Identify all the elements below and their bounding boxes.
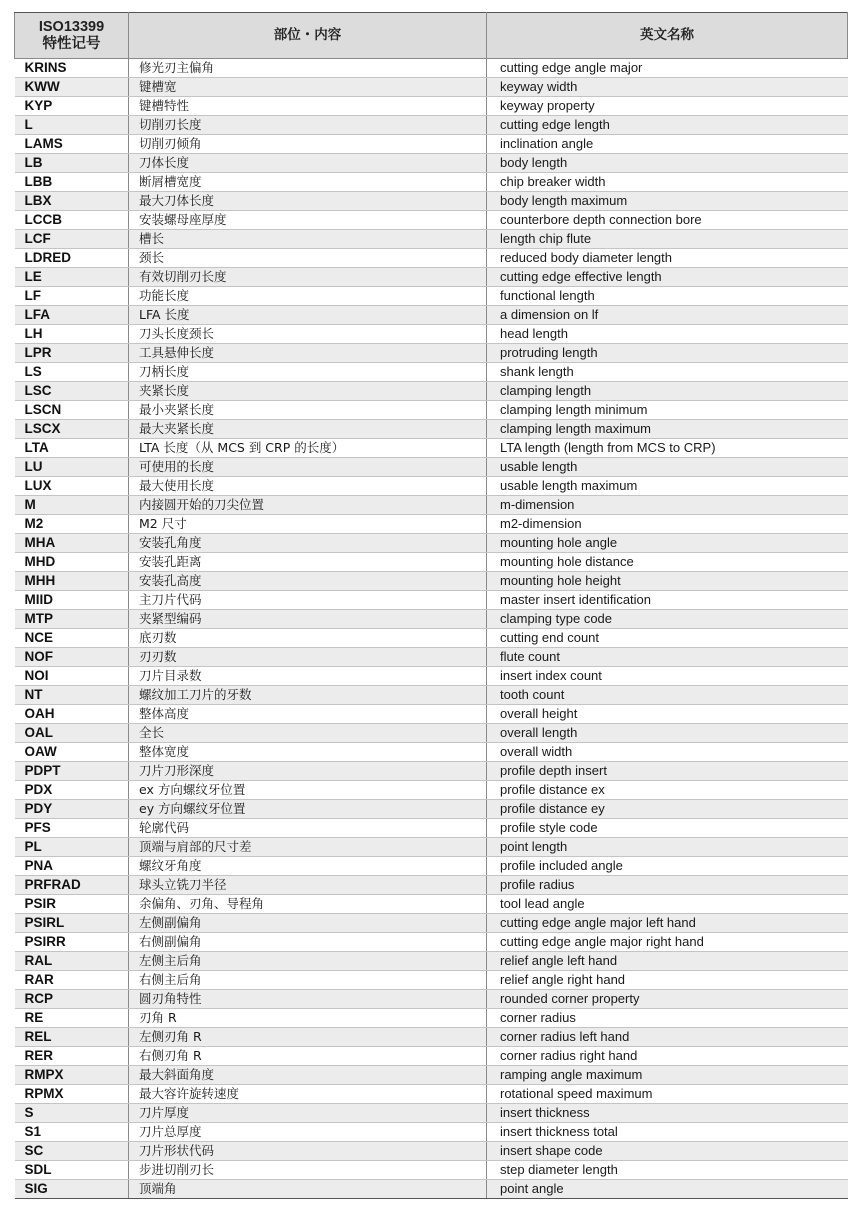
property-code-cell: LE [15,268,129,287]
english-name-cell: cutting edge angle major right hand [487,933,848,952]
property-code-cell: PSIRL [15,914,129,933]
chinese-description-cell: 可使用的长度 [129,458,487,477]
chinese-description-cell: 左侧刃角 R [129,1028,487,1047]
property-code-cell: LBB [15,173,129,192]
english-name-cell: mounting hole height [487,572,848,591]
property-code-cell: M2 [15,515,129,534]
table-row [15,1123,848,1142]
property-code-cell: LSCN [15,401,129,420]
chinese-description-cell: ex 方向螺纹牙位置 [129,781,487,800]
chinese-description-cell: 键槽特性 [129,97,487,116]
chinese-description-cell: 刀片形状代码 [129,1142,487,1161]
table-row [15,591,848,610]
english-name-cell: clamping length minimum [487,401,848,420]
property-code-cell: LUX [15,477,129,496]
property-code-cell: RMPX [15,1066,129,1085]
table-row [15,496,848,515]
property-code-cell: LF [15,287,129,306]
english-name-cell: usable length [487,458,848,477]
table-row [15,420,848,439]
property-code-cell: LB [15,154,129,173]
chinese-description-cell: 右侧主后角 [129,971,487,990]
table-row [15,572,848,591]
table-row [15,116,848,135]
table-header [15,13,848,59]
property-code-cell: SC [15,1142,129,1161]
table-row [15,553,848,572]
table-row [15,1180,848,1199]
property-code-cell: LAMS [15,135,129,154]
english-name-cell: reduced body diameter length [487,249,848,268]
table-row [15,1161,848,1180]
header-iso-code-line2: 特性记号 [42,35,101,52]
header-part-content: 部位・内容 [129,13,487,59]
chinese-description-cell: 右侧副偏角 [129,933,487,952]
property-code-cell: LPR [15,344,129,363]
chinese-description-cell: 轮廓代码 [129,819,487,838]
table-row [15,629,848,648]
property-code-cell: NT [15,686,129,705]
table-row [15,686,848,705]
table-row [15,876,848,895]
chinese-description-cell: 刀柄长度 [129,363,487,382]
chinese-description-cell: 刃刃数 [129,648,487,667]
table-row [15,439,848,458]
chinese-description-cell: 左侧主后角 [129,952,487,971]
chinese-description-cell: 螺纹牙角度 [129,857,487,876]
header-english-name: 英文名称 [487,13,848,59]
property-code-cell: PSIRR [15,933,129,952]
chinese-description-cell: 安装孔角度 [129,534,487,553]
property-code-cell: PDPT [15,762,129,781]
table-row [15,610,848,629]
property-code-cell: KYP [15,97,129,116]
chinese-description-cell: 最大刀体长度 [129,192,487,211]
table-row [15,1142,848,1161]
english-name-cell: cutting end count [487,629,848,648]
english-name-cell: overall length [487,724,848,743]
property-code-cell: MHH [15,572,129,591]
english-name-cell: master insert identification [487,591,848,610]
table-row [15,705,848,724]
property-code-cell: SIG [15,1180,129,1199]
english-name-cell: profile distance ey [487,800,848,819]
table-row [15,648,848,667]
chinese-description-cell: 步进切削刃长 [129,1161,487,1180]
chinese-description-cell: 夹紧长度 [129,382,487,401]
chinese-description-cell: 余偏角、刃角、导程角 [129,895,487,914]
chinese-description-cell: 最大使用长度 [129,477,487,496]
table-row [15,667,848,686]
property-code-cell: MHA [15,534,129,553]
english-name-cell: functional length [487,287,848,306]
chinese-description-cell: 修光刃主偏角 [129,59,487,78]
chinese-description-cell: 安装螺母座厚度 [129,211,487,230]
property-code-cell: LCCB [15,211,129,230]
english-name-cell: point length [487,838,848,857]
chinese-description-cell: 有效切削刃长度 [129,268,487,287]
english-name-cell: m2-dimension [487,515,848,534]
table-row [15,154,848,173]
english-name-cell: corner radius left hand [487,1028,848,1047]
table-row [15,192,848,211]
property-code-cell: RAR [15,971,129,990]
english-name-cell: a dimension on lf [487,306,848,325]
property-code-cell: REL [15,1028,129,1047]
table-row [15,1085,848,1104]
property-code-cell: LS [15,363,129,382]
english-name-cell: keyway property [487,97,848,116]
property-code-cell: PNA [15,857,129,876]
property-code-cell: PDX [15,781,129,800]
table-row [15,1028,848,1047]
property-code-cell: OAL [15,724,129,743]
english-name-cell: corner radius right hand [487,1047,848,1066]
english-name-cell: cutting edge length [487,116,848,135]
table-row [15,287,848,306]
table-row [15,249,848,268]
property-code-cell: LH [15,325,129,344]
property-code-cell: S [15,1104,129,1123]
property-code-cell: L [15,116,129,135]
table-row [15,743,848,762]
property-code-cell: OAW [15,743,129,762]
property-code-cell: RAL [15,952,129,971]
english-name-cell: rotational speed maximum [487,1085,848,1104]
property-code-cell: KRINS [15,59,129,78]
table-row [15,534,848,553]
property-code-cell: RER [15,1047,129,1066]
english-name-cell: LTA length (length from MCS to CRP) [487,439,848,458]
table-row [15,59,848,78]
english-name-cell: mounting hole angle [487,534,848,553]
property-code-cell: NOI [15,667,129,686]
chinese-description-cell: 刀片厚度 [129,1104,487,1123]
english-name-cell: mounting hole distance [487,553,848,572]
table-header-row [15,13,848,59]
header-iso-code-line1: ISO13399 [38,18,105,35]
english-name-cell: insert thickness total [487,1123,848,1142]
chinese-description-cell: 刀片目录数 [129,667,487,686]
property-code-cell: PFS [15,819,129,838]
table-body [15,59,848,1199]
property-code-cell: PL [15,838,129,857]
table-row [15,952,848,971]
chinese-description-cell: 刀片刀形深度 [129,762,487,781]
property-code-cell: MTP [15,610,129,629]
property-code-cell: RCP [15,990,129,1009]
chinese-description-cell: 螺纹加工刀片的牙数 [129,686,487,705]
property-code-cell: LCF [15,230,129,249]
chinese-description-cell: 球头立铣刀半径 [129,876,487,895]
english-name-cell: usable length maximum [487,477,848,496]
english-name-cell: insert thickness [487,1104,848,1123]
chinese-description-cell: 最大夹紧长度 [129,420,487,439]
english-name-cell: corner radius [487,1009,848,1028]
english-name-cell: relief angle right hand [487,971,848,990]
property-code-cell: NCE [15,629,129,648]
table-row [15,230,848,249]
english-name-cell: profile radius [487,876,848,895]
property-code-cell: LFA [15,306,129,325]
property-code-cell: SDL [15,1161,129,1180]
property-code-cell: S1 [15,1123,129,1142]
chinese-description-cell: 顶端与肩部的尺寸差 [129,838,487,857]
table-row [15,325,848,344]
property-code-cell: LU [15,458,129,477]
table-row [15,933,848,952]
english-name-cell: overall height [487,705,848,724]
chinese-description-cell: 槽长 [129,230,487,249]
english-name-cell: relief angle left hand [487,952,848,971]
english-name-cell: cutting edge angle major left hand [487,914,848,933]
english-name-cell: profile depth insert [487,762,848,781]
english-name-cell: keyway width [487,78,848,97]
english-name-cell: clamping type code [487,610,848,629]
table-row [15,515,848,534]
english-name-cell: clamping length maximum [487,420,848,439]
table-row [15,78,848,97]
chinese-description-cell: 切削刃长度 [129,116,487,135]
english-name-cell: tool lead angle [487,895,848,914]
chinese-description-cell: 主刀片代码 [129,591,487,610]
property-code-cell: NOF [15,648,129,667]
chinese-description-cell: M2 尺寸 [129,515,487,534]
property-code-cell: PRFRAD [15,876,129,895]
property-code-cell: MIID [15,591,129,610]
chinese-description-cell: 整体宽度 [129,743,487,762]
english-name-cell: cutting edge angle major [487,59,848,78]
english-name-cell: body length maximum [487,192,848,211]
chinese-description-cell: 内接圆开始的刀尖位置 [129,496,487,515]
table-row [15,1047,848,1066]
table-row [15,173,848,192]
english-name-cell: m-dimension [487,496,848,515]
table-row [15,135,848,154]
property-code-cell: LSCX [15,420,129,439]
property-code-cell: OAH [15,705,129,724]
english-name-cell: profile style code [487,819,848,838]
chinese-description-cell: 刃角 R [129,1009,487,1028]
english-name-cell: rounded corner property [487,990,848,1009]
chinese-description-cell: 顶端角 [129,1180,487,1199]
english-name-cell: shank length [487,363,848,382]
chinese-description-cell: 左侧副偏角 [129,914,487,933]
property-code-cell: PDY [15,800,129,819]
table-row [15,363,848,382]
iso13399-properties-table [14,12,848,1199]
english-name-cell: inclination angle [487,135,848,154]
chinese-description-cell: 颈长 [129,249,487,268]
table-row [15,838,848,857]
table-row [15,268,848,287]
english-name-cell: tooth count [487,686,848,705]
table-row [15,724,848,743]
table-row [15,895,848,914]
table-row [15,762,848,781]
chinese-description-cell: 最大容许旋转速度 [129,1085,487,1104]
table-row [15,477,848,496]
english-name-cell: head length [487,325,848,344]
table-row [15,971,848,990]
property-code-cell: MHD [15,553,129,572]
chinese-description-cell: LFA 长度 [129,306,487,325]
chinese-description-cell: 断屑槽宽度 [129,173,487,192]
chinese-description-cell: 夹紧型编码 [129,610,487,629]
chinese-description-cell: 安装孔高度 [129,572,487,591]
english-name-cell: step diameter length [487,1161,848,1180]
property-code-cell: LBX [15,192,129,211]
english-name-cell: body length [487,154,848,173]
english-name-cell: chip breaker width [487,173,848,192]
chinese-description-cell: 工具悬伸长度 [129,344,487,363]
table-row [15,857,848,876]
table-row [15,1104,848,1123]
property-code-cell: KWW [15,78,129,97]
header-iso-code [15,13,129,59]
table-row [15,781,848,800]
chinese-description-cell: 键槽宽 [129,78,487,97]
table-row [15,344,848,363]
table-row [15,458,848,477]
table-row [15,1066,848,1085]
table-row [15,819,848,838]
table-row [15,306,848,325]
chinese-description-cell: 功能长度 [129,287,487,306]
chinese-description-cell: 刀片总厚度 [129,1123,487,1142]
english-name-cell: insert index count [487,667,848,686]
english-name-cell: flute count [487,648,848,667]
iso13399-table-container [14,12,847,1199]
english-name-cell: counterbore depth connection bore [487,211,848,230]
chinese-description-cell: LTA 长度（从 MCS 到 CRP 的长度） [129,439,487,458]
chinese-description-cell: 刀头长度颈长 [129,325,487,344]
chinese-description-cell: 刀体长度 [129,154,487,173]
english-name-cell: overall width [487,743,848,762]
property-code-cell: LDRED [15,249,129,268]
table-row [15,401,848,420]
english-name-cell: cutting edge effective length [487,268,848,287]
table-row [15,97,848,116]
english-name-cell: profile included angle [487,857,848,876]
english-name-cell: profile distance ex [487,781,848,800]
english-name-cell: ramping angle maximum [487,1066,848,1085]
chinese-description-cell: 圆刃角特性 [129,990,487,1009]
property-code-cell: M [15,496,129,515]
table-row [15,1009,848,1028]
english-name-cell: clamping length [487,382,848,401]
table-row [15,990,848,1009]
property-code-cell: RE [15,1009,129,1028]
table-row [15,800,848,819]
chinese-description-cell: ey 方向螺纹牙位置 [129,800,487,819]
english-name-cell: protruding length [487,344,848,363]
english-name-cell: length chip flute [487,230,848,249]
chinese-description-cell: 整体高度 [129,705,487,724]
property-code-cell: PSIR [15,895,129,914]
property-code-cell: LTA [15,439,129,458]
property-code-cell: RPMX [15,1085,129,1104]
english-name-cell: point angle [487,1180,848,1199]
chinese-description-cell: 最小夹紧长度 [129,401,487,420]
chinese-description-cell: 全长 [129,724,487,743]
property-code-cell: LSC [15,382,129,401]
chinese-description-cell: 最大斜面角度 [129,1066,487,1085]
chinese-description-cell: 右侧刃角 R [129,1047,487,1066]
english-name-cell: insert shape code [487,1142,848,1161]
chinese-description-cell: 底刃数 [129,629,487,648]
table-row [15,382,848,401]
table-row [15,914,848,933]
chinese-description-cell: 切削刃倾角 [129,135,487,154]
chinese-description-cell: 安装孔距离 [129,553,487,572]
table-row [15,211,848,230]
